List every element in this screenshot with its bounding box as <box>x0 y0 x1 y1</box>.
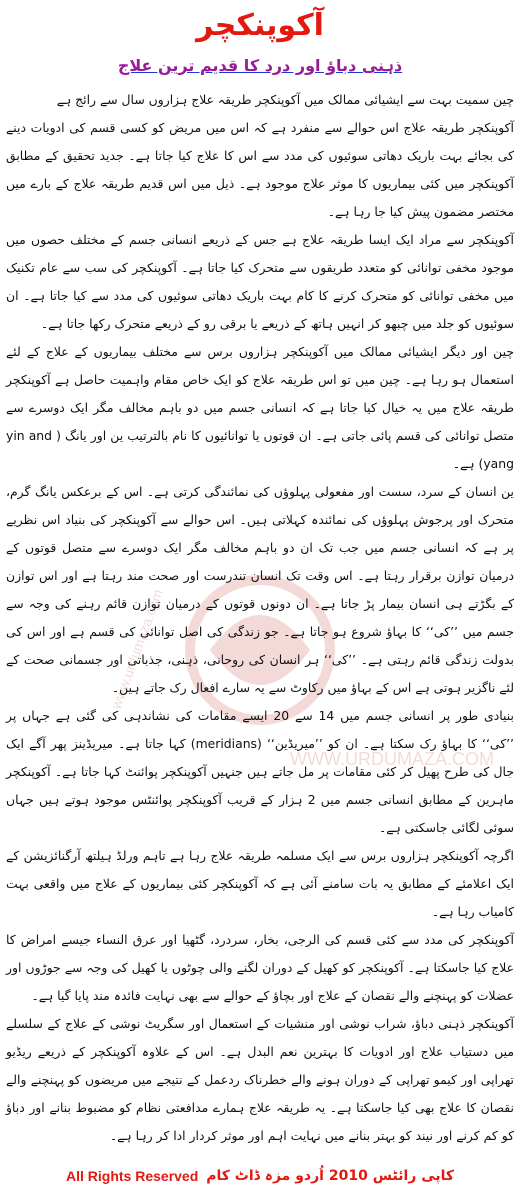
copyright-urdu: کاپی رائٹس 2010 اُردو مزہ ڈاٹ کام <box>206 1168 455 1184</box>
article-paragraph: بنیادی طور پر انسانی جسم میں 14 سے 20 ایسے مقامات کی نشاندہی کی گئی ہے جہاں پر ’’کی‘‘ کا بہاؤ رک سکتا ہے۔ ان کو ’’میریڈین‘‘ (meridians) کہا جاتا ہے۔ میریڈینز پھر آگے ایک جال کی طرح پھیل کر کئی مقامات پر مل جاتے ہیں جنہیں آکوپنکچر پوائنٹ کہا جاتا ہے۔ آکوپنکچر ماہرین کے مطابق انسانی جسم میں 2 ہزار کے قریب آکوپنکچر پوائنٹس موجود ہوتے ہیں جہاں سوئی لگائی جاسکتی ہے۔ <box>6 708 514 835</box>
article-paragraph: آکوپنکچر طریقہ علاج اس حوالے سے منفرد ہے کہ اس میں مریض کو کسی قسم کی ادویات دینے کی بجائے بہت باریک دھاتی سوئیوں کی مدد سے اس کا علاج کیا جاتا ہے۔ جدید تحقیق کے مطابق آکوپنکچر میں کئی بیماریوں کا موثر علاج موجود ہے۔ ذیل میں اس قدیم طریقہ علاج کے بارے میں مختصر مضمون پیش کیا جا رہا ہے۔ <box>6 120 514 219</box>
article-paragraph: آکوپنکچر کی مدد سے کئی قسم کی الرجی، بخار، سردرد، گٹھیا اور عرق النساء جیسے امراض کا علاج کیا جاسکتا ہے۔ آکوپنکچر کو کھیل کے دوران لگنے والی چوٹوں یا کھیل کی وجہ سے جوڑوں اور عضلات کو پہنچنے والے نقصان کے علاج اور بچاؤ کے حوالے سے بھی نہایت فائدہ مند پایا گیا ہے۔ <box>6 932 514 1003</box>
watermark-side: www.urdumaza.com <box>107 587 166 712</box>
article-body <box>6 86 514 1150</box>
article <box>6 0 514 1188</box>
article-paragraph: اگرچہ آکوپنکچر ہزاروں برس سے ایک مسلمہ طریقہ علاج رہا ہے تاہم ورلڈ ہیلتھ آرگنائزیشن کے ایک اعلامئے کے مطابق یہ بات سامنے آئی ہے کہ آکوپنکچر کئی بیماریوں کے علاج میں واقعی بہت کامیاب رہا ہے۔ <box>6 848 514 919</box>
article-paragraph: آکوپنکچر ذہنی دباؤ، شراب نوشی اور منشیات کے استعمال اور سگریٹ نوشی کے علاج کے سلسلے میں دستیاب علاج اور ادویات کا بہترین نعم البدل ہے۔ اس کے علاوہ آکوپنکچر کے ذریعے ریڈیو تھراپی اور کیمو تھراپی کے دوران ہونے والے خطرناک ردعمل کے نتیجے میں مریضوں کو پہنچنے والے نقصان کا علاج بھی کیا جاسکتا ہے۔ یہ طریقہ علاج ہمارے مدافعتی نظام کو مضبوط بنانے اور دباؤ کو کم کرنے اور نیند کو بہتر بنانے میں نہایت اہم اور موثر کردار ادا کر رہا ہے۔ <box>6 1016 514 1143</box>
copyright-english: All Rights Reserved <box>66 1168 199 1184</box>
article-subtitle <box>6 54 514 78</box>
article-paragraph: آکوپنکچر سے مراد ایک ایسا طریقہ علاج ہے جس کے ذریعے انسانی جسم کے مختلف حصوں میں موجود مخفی توانائی کو متعدد طریقوں سے متحرک کیا جاتا ہے۔ آکوپنکچر کی سب سے عام تکنیک میں مخفی توانائی کو متحرک کرنے کا کام بہت باریک دھاتی سوئیوں کی مدد سے کیا جاتا ہے۔ ان سوئیوں کو جلد میں چبھو کر انہیں ہاتھ کے ذریعے یا برقی رو کے ذریعے متحرک رکھا جاتا ہے۔ <box>6 232 514 331</box>
article-paragraph: ین انسان کے سرد، سست اور مفعولی پہلوؤں کی نمائندگی کرتی ہے۔ اس کے برعکس یانگ گرم، متحرک اور پرجوش پہلوؤں کی نمائندہ کہلاتی ہیں۔ اس حوالے سے آکوپنکچر کی بنیاد اس نظریے پر ہے کہ انسانی جسم میں جب تک ان دو باہم مخالف مگر ایک دوسرے سے متصل قوتوں کے درمیان توازن برقرار رہتا ہے۔ اس وقت تک انسان تندرست اور صحت مند رہتا ہے اور اس توازن کے بگڑتے ہی انسان بیمار پڑ جاتا ہے۔ ان دونوں قوتوں کے درمیان توازن قائم رہنے کی وجہ سے جسم میں ’’کی‘‘ کا بہاؤ شروع ہو جاتا ہے۔ جو زندگی کی اصل توانائی کی قسم ہے اور اس کی بدولت زندگی قائم رہتی ہے۔ ’’کی‘‘ ہر انسان کی روحانی، ذہنی، جذباتی اور جسمانی صحت کے لئے ناگزیر ہوتی ہے اس کے بہاؤ میں رکاوٹ سے یہ سارے افعال رک جاتے ہیں۔ <box>6 484 514 695</box>
watermark-url: WWW.URDUMAZA.COM <box>290 749 494 769</box>
article-paragraph: چین اور دیگر ایشیائی ممالک میں آکوپنکچر ہزاروں برس سے مختلف بیماریوں کے علاج کے لئے استعمال ہو رہا ہے۔ چین میں تو اس طریقہ علاج کو ایک خاص مقام واہمیت حاصل ہے آکوپنکچر طریقہ علاج میں یہ خیال کیا جاتا ہے کہ انسانی جسم میں دو باہم مخالف مگر ایک دوسرے سے متصل توانائی کی قسم پائی جاتی ہے۔ ان قوتوں یا توانائیوں کا نام بالترتیب ین اور یانگ ( yin and yang) ہے۔ <box>6 344 514 471</box>
copyright-footer <box>6 1164 514 1188</box>
article-paragraph: چین سمیت بہت سے ایشیائی ممالک میں آکوپنکچر طریقہ علاج ہزاروں سال سے رائج ہے <box>56 92 514 107</box>
article-subtitle-text: ذہنی دباؤ اور درد کا قدیم ترین علاج <box>117 56 403 75</box>
article-title: آکوپنکچر <box>196 8 324 43</box>
